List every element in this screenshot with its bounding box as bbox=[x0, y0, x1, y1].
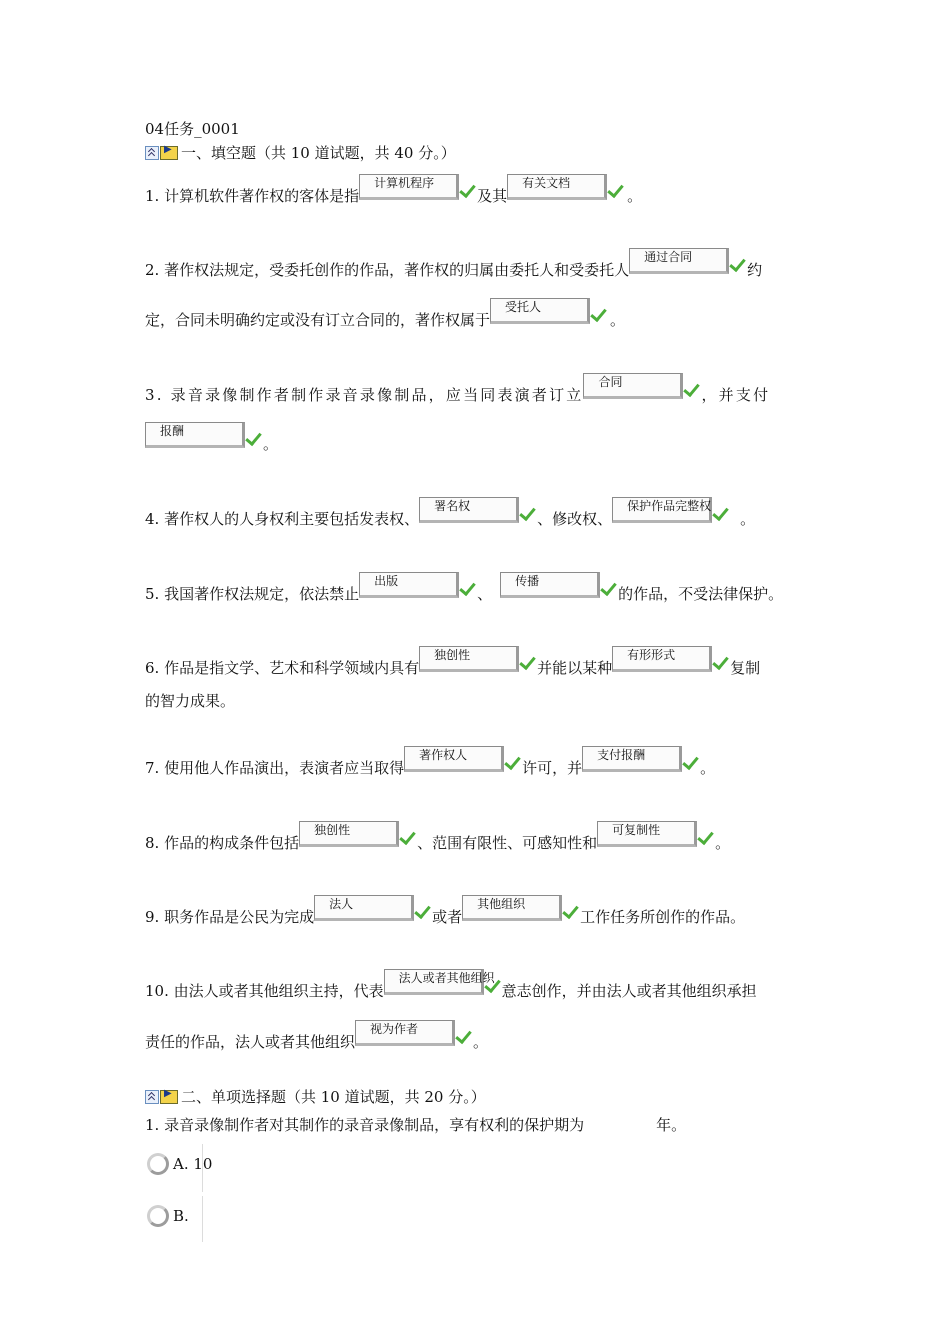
question-text: 或者 bbox=[432, 908, 463, 926]
question-text: 、 bbox=[477, 585, 493, 603]
option-label: A. 10 bbox=[173, 1155, 213, 1173]
check-icon bbox=[484, 979, 500, 993]
section-header-single-choice bbox=[145, 1086, 486, 1107]
question-text: 及其 bbox=[477, 187, 508, 205]
jump-icon[interactable] bbox=[160, 146, 178, 160]
answer-input[interactable]: 署名权 bbox=[419, 497, 519, 523]
check-icon bbox=[519, 656, 535, 670]
question-text: 、范围有限性、可感知性和 bbox=[417, 834, 598, 852]
check-icon bbox=[683, 383, 699, 397]
question-text: 6. 作品是指文学、艺术和科学领域内具有 bbox=[145, 659, 420, 677]
answer-input[interactable]: 通过合同 bbox=[629, 248, 729, 274]
question-text: ，并支付 bbox=[701, 386, 771, 404]
question-text: 2. 著作权法规定，受委托创作的作品，著作权的归属由委托人和受委托人 bbox=[145, 261, 630, 279]
answer-input[interactable]: 有关文档 bbox=[507, 174, 607, 200]
question-text: 。 bbox=[627, 187, 643, 205]
answer-input[interactable]: 计算机程序 bbox=[359, 174, 459, 200]
question-3 bbox=[145, 373, 770, 405]
check-icon bbox=[562, 905, 578, 919]
question-5 bbox=[145, 572, 783, 604]
question-text: 许可，并 bbox=[522, 759, 583, 777]
check-icon bbox=[399, 831, 415, 845]
question-text: 并能以某种 bbox=[537, 659, 613, 677]
section-nav-icons[interactable] bbox=[145, 1090, 178, 1104]
mc-question-1 bbox=[145, 1114, 686, 1135]
question-text: 。 bbox=[473, 1033, 489, 1051]
check-icon bbox=[455, 1030, 471, 1044]
question-text: 约 bbox=[747, 261, 763, 279]
answer-input[interactable]: 著作权人 bbox=[404, 746, 504, 772]
check-icon bbox=[245, 432, 261, 446]
jump-icon[interactable] bbox=[160, 1090, 178, 1104]
check-icon bbox=[697, 831, 713, 845]
question-10 bbox=[145, 969, 757, 1001]
question-text: 定，合同未明确约定或没有订立合同的，著作权属于 bbox=[145, 311, 491, 329]
answer-input[interactable]: 独创性 bbox=[299, 821, 399, 847]
answer-input[interactable]: 独创性 bbox=[419, 646, 519, 672]
question-text: 工作任务所创作的作品。 bbox=[580, 908, 746, 926]
question-text: 3. 录音录像制作者制作录音录像制品，应当同表演者订立 bbox=[145, 386, 584, 404]
question-text: 责任的作品，法人或者其他组织 bbox=[145, 1033, 356, 1051]
check-icon bbox=[504, 756, 520, 770]
question-10-line-2 bbox=[145, 1020, 488, 1052]
collapse-icon[interactable] bbox=[145, 1090, 159, 1104]
question-text: 9. 职务作品是公民为完成 bbox=[145, 908, 315, 926]
divider bbox=[202, 1196, 203, 1242]
option-b[interactable] bbox=[147, 1205, 189, 1227]
answer-input[interactable]: 可复制性 bbox=[597, 821, 697, 847]
question-text: 8. 作品的构成条件包括 bbox=[145, 834, 300, 852]
question-2-line-2 bbox=[145, 298, 625, 330]
question-text: 5. 我国著作权法规定，依法禁止 bbox=[145, 585, 360, 603]
answer-input[interactable]: 受托人 bbox=[490, 298, 590, 324]
question-text: 4. 著作权人的人身权利主要包括发表权、 bbox=[145, 510, 420, 528]
section-title: 一、填空题（共 10 道试题，共 40 分。） bbox=[181, 144, 456, 162]
check-icon bbox=[459, 184, 475, 198]
question-6-line-2: 的智力成果。 bbox=[145, 692, 236, 710]
answer-input[interactable]: 法人或者其他组织 bbox=[384, 969, 484, 995]
question-2 bbox=[145, 248, 762, 280]
question-6 bbox=[145, 646, 760, 678]
question-7 bbox=[145, 746, 715, 778]
answer-input[interactable]: 有形形式 bbox=[612, 646, 712, 672]
section-title: 二、单项选择题（共 10 道试题，共 20 分。） bbox=[181, 1088, 486, 1106]
question-text: 。 bbox=[263, 435, 279, 453]
check-icon bbox=[682, 756, 698, 770]
check-icon bbox=[590, 308, 606, 322]
question-3-line-2 bbox=[145, 422, 278, 454]
question-text: 1. 计算机软件著作权的客体是指 bbox=[145, 187, 360, 205]
question-text: 7. 使用他人作品演出，表演者应当取得 bbox=[145, 759, 405, 777]
check-icon bbox=[712, 507, 728, 521]
question-9 bbox=[145, 895, 745, 927]
question-text: 的作品，不受法律保护。 bbox=[618, 585, 784, 603]
question-text: 。 bbox=[610, 311, 626, 329]
question-4 bbox=[145, 497, 755, 529]
check-icon bbox=[459, 582, 475, 596]
answer-input[interactable]: 传播 bbox=[500, 572, 600, 598]
answer-input[interactable]: 报酬 bbox=[145, 422, 245, 448]
question-text: 1. 录音录像制作者对其制作的录音录像制品，享有权利的保护期为 bbox=[145, 1116, 585, 1134]
question-1 bbox=[145, 174, 642, 206]
section-nav-icons[interactable] bbox=[145, 146, 178, 160]
radio-icon[interactable] bbox=[147, 1153, 169, 1175]
answer-input[interactable]: 支付报酬 bbox=[582, 746, 682, 772]
check-icon bbox=[729, 258, 745, 272]
question-8 bbox=[145, 821, 730, 853]
question-text: 年。 bbox=[656, 1116, 687, 1134]
radio-icon[interactable] bbox=[147, 1205, 169, 1227]
page-title: 04任务_0001 bbox=[145, 120, 240, 138]
check-icon bbox=[607, 184, 623, 198]
answer-input[interactable]: 合同 bbox=[583, 373, 683, 399]
check-icon bbox=[712, 656, 728, 670]
question-text: 意志创作，并由法人或者其他组织承担 bbox=[501, 982, 757, 1000]
check-icon bbox=[414, 905, 430, 919]
answer-input[interactable]: 其他组织 bbox=[462, 895, 562, 921]
question-text: 。 bbox=[700, 759, 716, 777]
answer-input[interactable]: 视为作者 bbox=[355, 1020, 455, 1046]
question-text: 复制 bbox=[730, 659, 761, 677]
answer-input[interactable]: 出版 bbox=[359, 572, 459, 598]
section-header-fill-blank bbox=[145, 142, 456, 163]
check-icon bbox=[519, 507, 535, 521]
question-text: 10. 由法人或者其他组织主持，代表 bbox=[145, 982, 384, 1000]
answer-input[interactable]: 法人 bbox=[314, 895, 414, 921]
option-label: B. bbox=[173, 1207, 189, 1225]
option-a[interactable] bbox=[147, 1153, 212, 1175]
question-text: 。 bbox=[715, 834, 731, 852]
check-icon bbox=[600, 582, 616, 596]
question-text: 。 bbox=[740, 510, 756, 528]
collapse-icon[interactable] bbox=[145, 146, 159, 160]
answer-input[interactable]: 保护作品完整权 bbox=[612, 497, 712, 523]
question-text: 、修改权、 bbox=[537, 510, 613, 528]
